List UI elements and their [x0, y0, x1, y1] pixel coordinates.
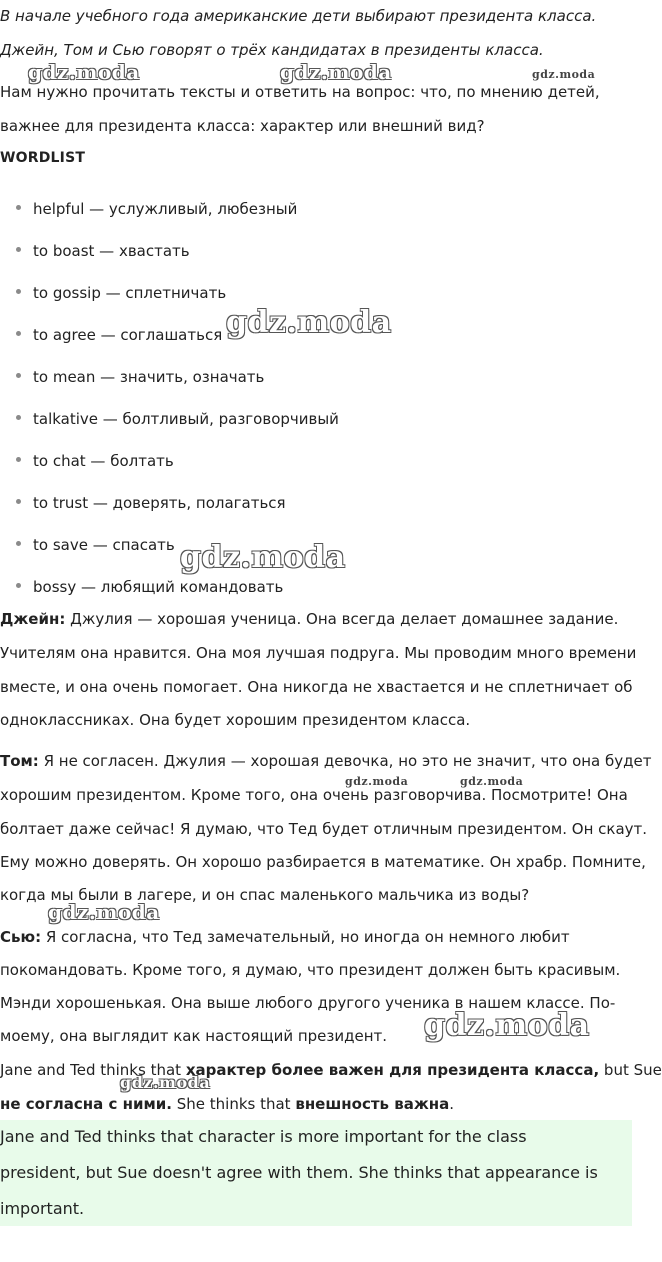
list-item: to chat — болтать — [16, 451, 174, 471]
sue-paragraph-line-1: Сью: Я согласна, что Тед замечательный, но иногда он немного любит — [0, 928, 570, 946]
bullet-icon — [16, 415, 21, 420]
jane-paragraph-line-2: Учителям она нравится. Она моя лучшая подруга. Мы проводим много времени — [0, 644, 637, 662]
bullet-icon — [16, 541, 21, 546]
answer-line-2: president, but Sue doesn't agree with them. She thinks that appearance is — [0, 1163, 598, 1182]
sue-paragraph-line-2: покомандовать. Кроме того, я думаю, что президент должен быть красивым. — [0, 961, 621, 979]
summary-line-1: Jane and Ted thinks that характер более важен для президента класса, but Sue — [0, 1061, 662, 1079]
tom-paragraph-line-5: когда мы были в лагере, и он спас маленького мальчика из воды? — [0, 886, 530, 904]
bullet-icon — [16, 247, 21, 252]
intro-line-1: В начале учебного года американские дети выбирают президента класса. — [0, 7, 597, 25]
speaker-tom: Том: — [0, 752, 39, 770]
sue-paragraph-line-4: моему, она выглядит как настоящий президент. — [0, 1027, 388, 1045]
intro-line-2: Джейн, Том и Сью говорят о трёх кандидатах в президенты класса. — [0, 41, 544, 59]
bullet-icon — [16, 331, 21, 336]
list-item: talkative — болтливый, разговорчивый — [16, 409, 339, 429]
watermark-logo: gdz.moda — [48, 900, 160, 924]
jane-paragraph-line-4: одноклассниках. Она будет хорошим президентом класса. — [0, 711, 471, 729]
list-item: to trust — доверять, полагаться — [16, 493, 286, 513]
list-item: to mean — значить, означать — [16, 367, 264, 387]
jane-paragraph-line-3: вместе, и она очень помогает. Она никогда не хвастается и не сплетничает об — [0, 678, 633, 696]
tom-paragraph-line-2: хорошим президентом. Кроме того, она очень разговорчива. Посмотрите! Она — [0, 786, 628, 804]
watermark-logo: gdz.moda — [226, 305, 392, 340]
watermark-logo: gdz.moda — [460, 775, 524, 788]
bullet-icon — [16, 289, 21, 294]
watermark-logo: gdz.moda — [120, 1073, 211, 1092]
tom-paragraph-line-3: болтает даже сейчас! Я думаю, что Тед будет отличным президентом. Он скаут. — [0, 820, 648, 838]
watermark-logo: gdz.moda — [532, 68, 596, 81]
wordlist-heading: WORDLIST — [0, 150, 86, 166]
bullet-icon — [16, 205, 21, 210]
list-item: to gossip — сплетничать — [16, 283, 226, 303]
watermark-logo: gdz.moda — [28, 60, 140, 84]
tom-paragraph-line-4: Ему можно доверять. Он хорошо разбирается в математике. Он храбр. Помните, — [0, 853, 646, 871]
list-item: helpful — услужливый, любезный — [16, 199, 297, 219]
watermark-logo: gdz.moda — [280, 60, 392, 84]
summary-line-2: не согласна с ними. She thinks that внешность важна. — [0, 1095, 455, 1113]
answer-box — [0, 1120, 632, 1226]
bullet-icon — [16, 373, 21, 378]
speaker-sue: Сью: — [0, 928, 42, 946]
bullet-icon — [16, 583, 21, 588]
watermark-logo: gdz.moda — [180, 540, 346, 575]
tom-paragraph-line-1: Том: Я не согласен. Джулия — хорошая девочка, но это не значит, что она будет — [0, 752, 652, 770]
intro-line-3: Нам нужно прочитать тексты и ответить на вопрос: что, по мнению детей, — [0, 83, 600, 101]
intro-line-4: важнее для президента класса: характер или внешний вид? — [0, 117, 485, 135]
list-item: bossy — любящий командовать — [16, 577, 283, 597]
watermark-logo: gdz.moda — [424, 1008, 590, 1043]
jane-paragraph-line-1: Джейн: Джулия — хорошая ученица. Она всегда делает домашнее задание. — [0, 610, 619, 628]
list-item: to save — спасать — [16, 535, 175, 555]
bullet-icon — [16, 457, 21, 462]
list-item: to agree — соглашаться — [16, 325, 222, 345]
speaker-jane: Джейн: — [0, 610, 66, 628]
answer-line-3: important. — [0, 1199, 85, 1218]
list-item: to boast — хвастать — [16, 241, 190, 261]
watermark-logo: gdz.moda — [345, 775, 409, 788]
answer-line-1: Jane and Ted thinks that character is more important for the class — [0, 1127, 527, 1146]
bullet-icon — [16, 499, 21, 504]
sue-paragraph-line-3: Мэнди хорошенькая. Она выше любого другого ученика в нашем классе. По- — [0, 994, 616, 1012]
